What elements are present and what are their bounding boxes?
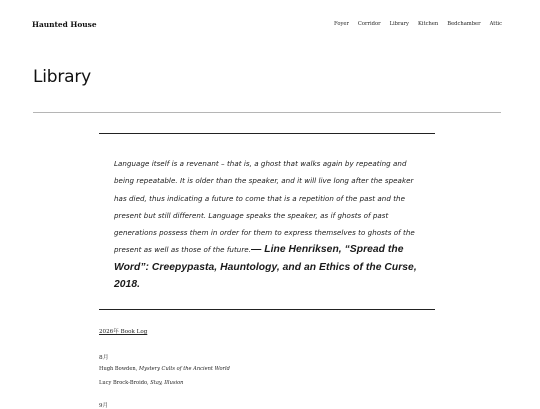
next-month-heading: 9月 [99,403,108,409]
page-title: Library [33,67,92,87]
nav-item-bedchamber[interactable]: Bedchamber [447,21,481,27]
book-author: Hugh Bowden, [99,366,139,372]
nav-item-kitchen[interactable]: Kitchen [417,21,439,27]
quote-body-text: Language itself is a revenant – that is, a ghost that walks again by repeating and being repeatable. It is older than the speaker, and it will live long after the speaker has died, thus indicating a future to come that is a repetition of the past and the present but still different. Language speaks the speaker, as if ghosts of past generations possess them in order for them to express themselves to ghosts of the present as well as those of the future. [114,159,415,255]
title-divider [33,112,501,113]
book-entry [99,380,183,386]
nav-item-foyer[interactable]: Foyer [334,21,349,27]
nav-item-corridor[interactable]: Corridor [357,21,381,27]
book-log-link[interactable]: 2026年 Book Log [99,329,148,335]
month-heading: 8月 [99,355,109,361]
nav-item-attic[interactable]: Attic [489,21,502,27]
book-entry [99,366,230,372]
quote-citation: — Line Henriksen, “Spread the Word”: Creepypasta, Hauntology, and an Ethics of the Curse, 2018. [114,244,417,291]
book-title: Mystery Cults of the Ancient World [138,366,230,372]
book-author: Lucy Brock-Broido, [99,380,151,386]
book-title: Stay, Illusion [150,380,184,386]
primary-nav [334,21,502,27]
site-header [32,17,502,31]
nav-item-library[interactable]: Library [389,21,409,27]
pull-quote [99,133,435,310]
quote-text [114,155,420,293]
site-title-link[interactable]: Haunted House [32,19,97,29]
